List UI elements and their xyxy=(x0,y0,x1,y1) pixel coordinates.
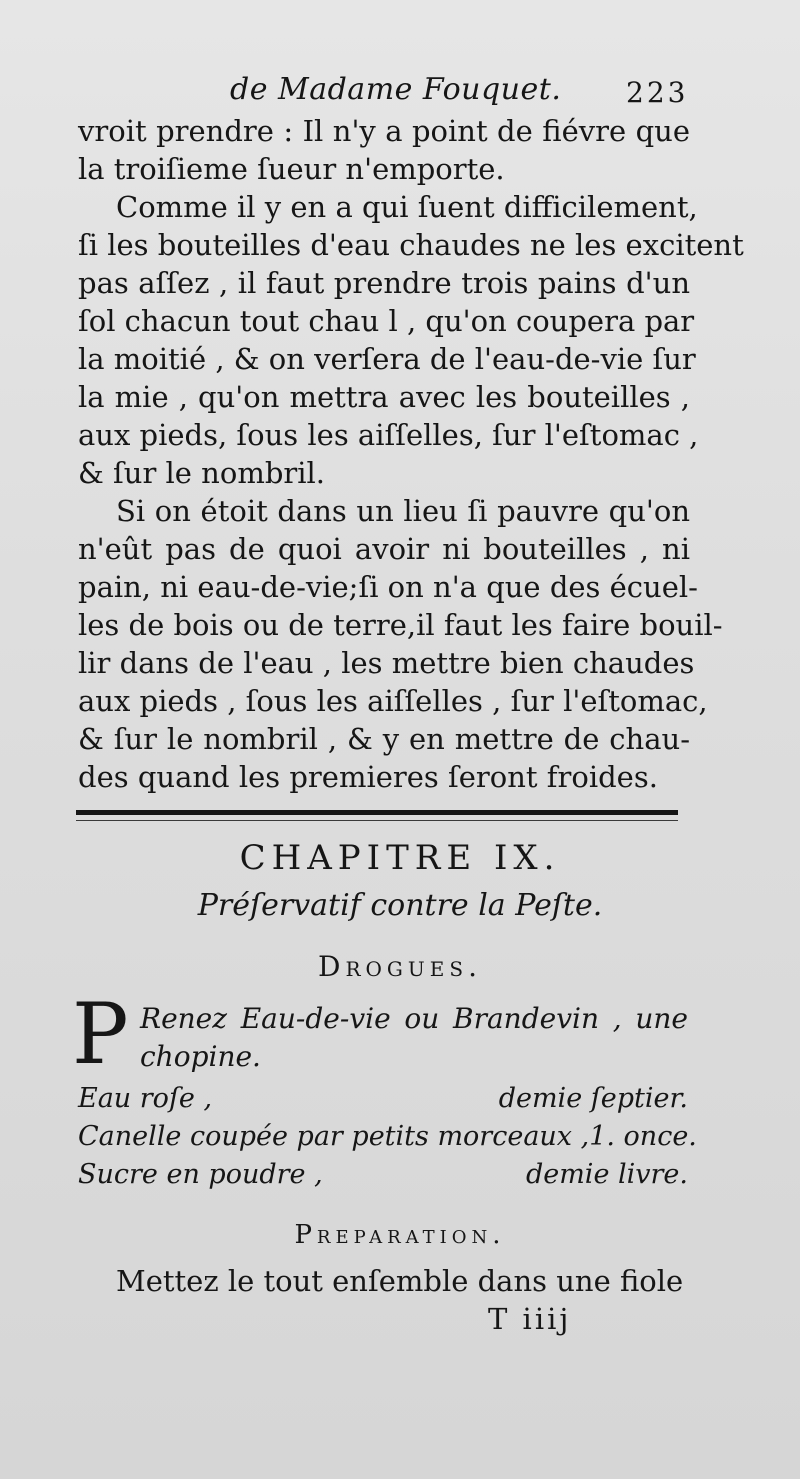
ingredient-name: Canelle coupée par petits morceaux , xyxy=(78,1121,590,1152)
text-line: n'eût pas de quoi avoir ni bouteilles , ni xyxy=(78,532,690,566)
preparation-heading: Preparation. xyxy=(294,1220,506,1250)
text-line: la troiſieme ſueur n'emporte. xyxy=(78,152,505,186)
text-line: des quand les premieres ſeront froides. xyxy=(78,760,658,794)
text-line: ſi les bouteilles d'eau chaudes ne les excitent xyxy=(78,228,744,262)
drogues-heading: Drogues. xyxy=(318,950,482,983)
text-line: la moitié , & on verſera de l'eau-de-vie ſur xyxy=(78,342,696,376)
ingredient-name: Sucre en poudre , xyxy=(78,1159,323,1190)
text-line: Renez Eau-de-vie ou Brandevin , une xyxy=(140,1002,688,1035)
text-line: chopine. xyxy=(140,1040,261,1073)
ingredient-quantity: demie ſeptier. xyxy=(498,1083,688,1114)
drop-cap: P xyxy=(72,985,129,1083)
text-line: vroit prendre : Il n'y a point de fiévre que xyxy=(78,114,690,148)
page-number: 223 xyxy=(626,76,689,109)
text-line: pain, ni eau-de-vie;ſi on n'a que des écuel- xyxy=(78,570,698,604)
text-line: Comme il y en a qui ſuent difficilement, xyxy=(116,190,698,224)
ingredient-row xyxy=(78,1118,697,1156)
chapter-divider-thin xyxy=(76,820,678,821)
chapter-divider xyxy=(76,810,678,815)
ingredient-row xyxy=(78,1156,688,1194)
ingredient-quantity: 1. once. xyxy=(589,1121,697,1152)
text-line: les de bois ou de terre,il faut les faire bouil- xyxy=(78,608,723,642)
text-line: aux pieds, ſous les aiſſelles, ſur l'eſtomac , xyxy=(78,418,699,452)
ingredient-name: Eau roſe , xyxy=(78,1083,213,1114)
signature-mark: T iiij xyxy=(488,1302,572,1336)
text-line: Si on étoit dans un lieu ſi pauvre qu'on xyxy=(116,494,690,528)
body-text xyxy=(78,112,744,796)
page-header xyxy=(0,72,800,112)
text-line: Mettez le tout enſemble dans une fiole xyxy=(116,1264,684,1298)
ingredient-quantity: demie livre. xyxy=(525,1159,688,1190)
text-line: la mie , qu'on mettra avec les bouteilles , xyxy=(78,380,690,414)
text-line: & ſur le nombril , & y en mettre de chau- xyxy=(78,722,690,756)
text-line: ſol chacun tout chau l , qu'on coupera par xyxy=(78,304,695,338)
ingredient-row xyxy=(78,1080,688,1118)
text-line: & ſur le nombril. xyxy=(78,456,326,490)
text-line: aux pieds , ſous les aiſſelles , ſur l'eſtomac, xyxy=(78,684,708,718)
chapter-title: CHAPITRE IX. xyxy=(239,838,561,878)
text-line: lir dans de l'eau , les mettre bien chaudes xyxy=(78,646,695,680)
preparation-text xyxy=(78,1262,690,1300)
ingredient-list xyxy=(78,1080,697,1194)
running-title: de Madame Fouquet. xyxy=(230,72,562,107)
recipe-lead xyxy=(140,1000,688,1076)
chapter-subtitle: Préſervatif contre la Peſte. xyxy=(197,888,603,923)
text-line: pas aſſez , il faut prendre trois pains d'un xyxy=(78,266,690,300)
